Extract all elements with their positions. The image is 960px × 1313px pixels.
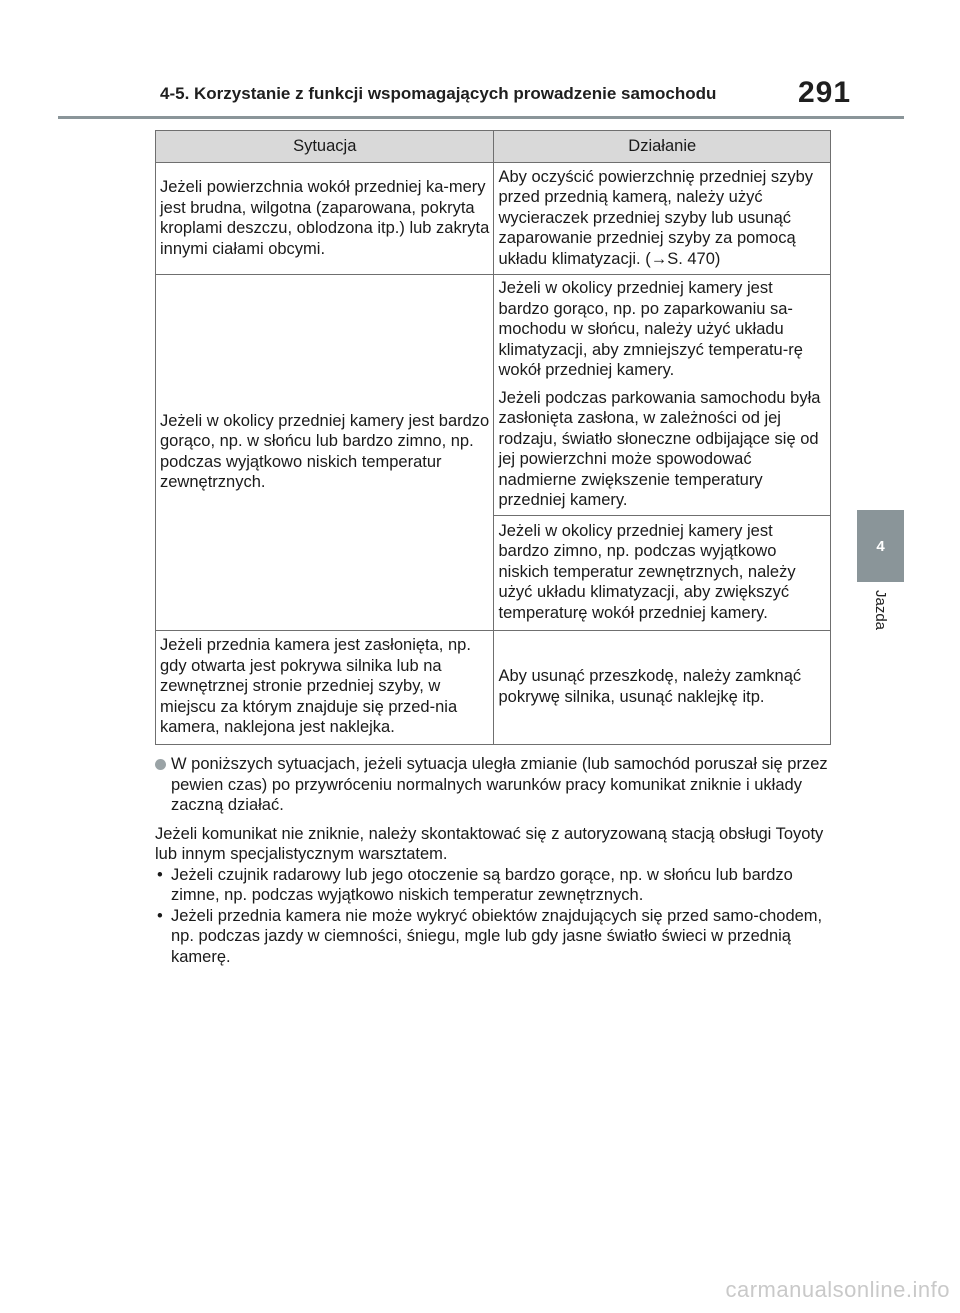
note-item: [155, 754, 835, 816]
table-header-action: Działanie: [494, 131, 831, 163]
header-divider: [58, 116, 904, 119]
action-paragraph: Jeżeli w okolicy przedniej kamery jest bardzo gorąco, np. po zaparkowaniu sa-mochodu w słońcu, należy użyć układu klimatyzacji, aby zmniejszyć temperatu-rę wokół przedniej kamery.: [498, 279, 803, 379]
list-item: [155, 906, 835, 968]
bullet-dot-icon: [155, 759, 166, 770]
table-header-row: [156, 131, 831, 163]
action-cell: Aby usunąć przeszkodę, należy zamknąć pokrywę silnika, usunąć naklejkę itp.: [494, 630, 831, 744]
table-row: [156, 163, 831, 275]
note-text: W poniższych sytuacjach, jeżeli sytuacja uległa zmianie (lub samochód poruszał się przez pewien czas) po przywróceniu normalnych warunków pracy komunikat zniknie i układy zaczną działać.: [171, 755, 828, 814]
situation-cell: Jeżeli powierzchnia wokół przedniej ka-mery jest brudna, wilgotna (zaparowana, pokryta kroplami deszczu, oblodzona itp.) lub zakryta innymi ciałami obcymi.: [156, 163, 494, 275]
chapter-number: 4: [876, 537, 885, 555]
table-header-situation: Sytuacja: [156, 131, 494, 163]
watermark: carmanualsonline.info: [725, 1277, 950, 1302]
chapter-label: Jazda: [872, 590, 889, 631]
table-row: [156, 630, 831, 744]
page-number: 291: [798, 76, 852, 109]
list-bullet: •: [157, 906, 163, 925]
table-row: [156, 275, 831, 516]
situation-cell: Jeżeli w okolicy przedniej kamery jest bardzo gorąco, np. w słońcu lub bardzo zimno, np. podczas wyjątkowo niskich temperatur zewnętrznych.: [156, 275, 494, 631]
list-item: [155, 865, 835, 906]
chapter-tab[interactable]: [857, 510, 904, 582]
situation-table: [155, 130, 831, 745]
action-cell: Jeżeli w okolicy przedniej kamery jest bardzo zimno, np. podczas wyjątkowo niskich temperatur zewnętrznych, należy użyć układu klimatyzacji, aby zwiększyć temperaturę wokół przedniej kamery.: [494, 515, 831, 630]
note-paragraph: Jeżeli komunikat nie zniknie, należy skontaktować się z autoryzowaną stacją obsługi Toyoty lub innym specjalistycznym warsztatem.: [155, 824, 824, 863]
action-paragraph: Jeżeli podczas parkowania samochodu była zasłonięta zasłona, w zależności od jej rodzaju, światło słoneczne odbijające się od jej powierzchni może spowodować nadmierne zwiększenie temperatury przedniej kamery.: [498, 388, 821, 509]
action-cell: [494, 275, 831, 516]
list-item-text: Jeżeli przednia kamera nie może wykryć obiektów znajdujących się przed samo-chodem, np. podczas jazdy w ciemności, śniegu, mgle lub gdy jasne światło świeci w przednią kamerę.: [171, 906, 823, 966]
action-cell: Aby oczyścić powierzchnię przedniej szyby przed przednią kamerą, należy użyć wycieraczek przedniej szyby lub usunąć zaparowanie przedniej szyby za pomocą układu klimatyzacji. (→S. 470): [494, 163, 831, 275]
list-bullet: •: [157, 865, 163, 884]
situation-cell: Jeżeli przednia kamera jest zasłonięta, np. gdy otwarta jest pokrywa silnika lub na zewnętrznej stronie przedniej szyby, w miejscu za którym znajduje się przed-nia kamera, naklejona jest naklejka.: [156, 630, 494, 744]
notes-section: [155, 754, 835, 967]
list-item-text: Jeżeli czujnik radarowy lub jego otoczenie są bardzo gorące, np. w słońcu lub bardzo zimne, np. podczas wyjątkowo niskich temperatur zewnętrznych.: [171, 865, 793, 904]
section-title: 4-5. Korzystanie z funkcji wspomagających prowadzenie samochodu: [160, 84, 717, 103]
